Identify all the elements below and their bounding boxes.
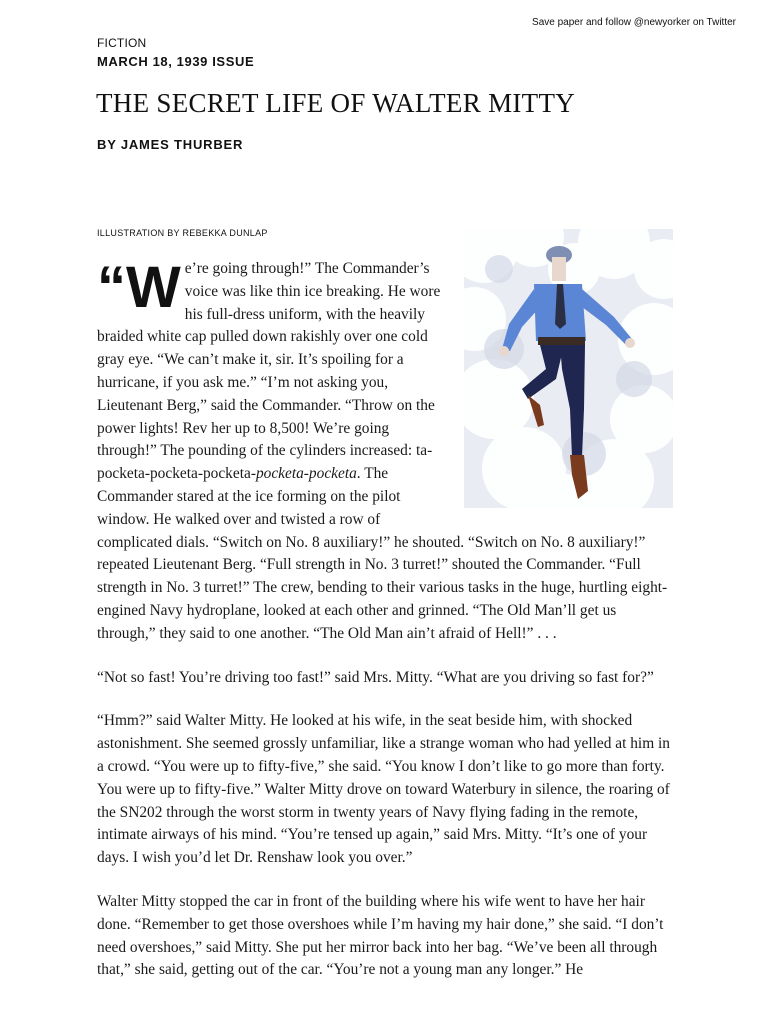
twitter-follow-note: Save paper and follow @newyorker on Twitter (532, 17, 736, 28)
drop-cap: “W (97, 255, 181, 320)
issue-date[interactable]: MARCH 18, 1939 ISSUE (97, 54, 255, 69)
paragraph-3: “Hmm?” said Walter Mitty. He looked at his wife, in the seat beside him, with shocked astonishment. She seemed grossly unfamiliar, like a strange woman who had yelled at him in a crowd. “You were up to fifty-five,” she said. “You know I don’t like to go more than forty. You were up to fifty-five.” Walter Mitty drove on toward Waterbury in silence, the roaring of the SN202 through the worst storm in twenty years of Navy flying fading in the remote, intimate airways of his mind. “You’re tensed up again,” said Mrs. Mitty. “It’s one of your days. I wish you’d let Dr. Renshaw look you over.” (97, 712, 670, 867)
paragraph-1-text-b: . The Commander stared at the ice forming on the pilot window. He walked over and twisted a row of complicated dials. “Switch on No. 8 auxiliary!” he shouted. “Switch on No. 8 auxiliary!” repeated Lieutenant Berg. “Full strength in No. 3 turret!” shouted the Commander. “Full strength in No. 3 turret!” The crew, bending to their various tasks in the huge, hurtling eight-engined Navy hydroplane, looked at each other and grinned. “The Old Man’ll get us through,” they said to one another. “The Old Man ain’t afraid of Hell!” . . . (97, 465, 668, 642)
illustration-credit: ILLUSTRATION BY REBEKKA DUNLAP (97, 228, 268, 238)
paragraph-1-italic: pocketa-pocketa (255, 465, 357, 483)
article-body (97, 255, 673, 1003)
paragraph-4: Walter Mitty stopped the car in front of the building where his wife went to have her hair done. “Remember to get those overshoes while I’m having my hair done,” she said. “I don’t need overshoes,” said Mitty. She put her mirror back into her bag. “We’ve been all through that,” she said, getting out of the car. “You’re not a young man any longer.” He (97, 892, 664, 979)
section-label[interactable]: FICTION (97, 36, 147, 50)
illustration-spacer (451, 258, 673, 510)
article-title: THE SECRET LIFE OF WALTER MITTY (96, 88, 576, 118)
paragraph-2: “Not so fast! You’re driving too fast!” said Mrs. Mitty. “What are you driving so fast for?” (97, 668, 654, 686)
paragraph-1-text-a: e’re going through!” The Commander’s voice was like thin ice breaking. He wore his full-dress uniform, with the heavily braided white cap pulled down rakishly over one cold gray eye. “We can’t make it, sir. It’s spoiling for a hurricane, if you ask me.” “I’m not asking you, Lieutenant Berg,” said the Commander. “Throw on the power lights! Rev her up to 8,500! We’re going through!” The pounding of the cylinders increased: ta-pocketa-pocketa-pocketa- (97, 260, 441, 483)
byline[interactable]: BY JAMES THURBER (97, 137, 244, 152)
